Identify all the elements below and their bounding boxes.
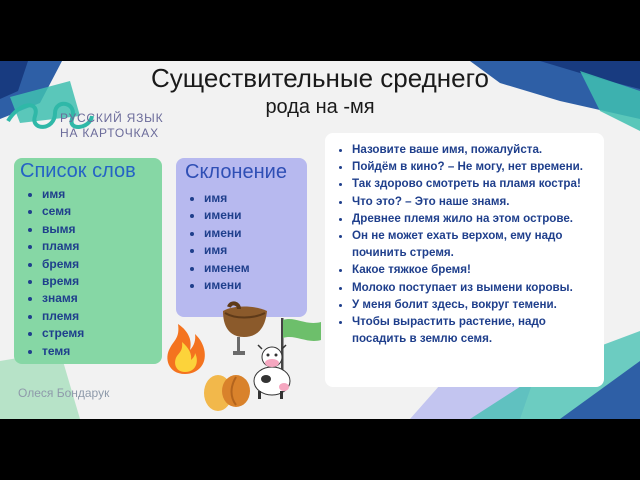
author-credit: Олеся Бондарук: [18, 386, 110, 400]
list-item: • имя: [42, 186, 84, 203]
list-item: • имени: [204, 277, 250, 294]
declension-list: [176, 190, 250, 294]
list-item: • имя: [204, 242, 250, 259]
fire-icon: [162, 316, 208, 376]
sentences-list: [325, 133, 604, 347]
list-item: • время: [42, 273, 84, 290]
list-item: • Какое тяжкое бремя!: [352, 261, 600, 278]
list-item: • семя: [42, 203, 84, 220]
list-item: • У меня болит здесь, вокруг темени.: [352, 296, 600, 313]
word-list-heading: Список слов: [20, 160, 136, 182]
list-item: • темя: [42, 343, 84, 360]
list-item: • Он не может ехать верхом, ему надо починить стремя.: [352, 227, 600, 261]
word-list-card: [14, 158, 162, 364]
list-item: • Так здорово смотреть на пламя костра!: [352, 175, 600, 192]
declension-heading: Склонение: [185, 161, 287, 183]
list-item: • стремя: [42, 325, 84, 342]
list-item: • Молоко поступает из вымени коровы.: [352, 279, 600, 296]
subtitle: [60, 111, 163, 141]
declension-card: [176, 158, 307, 317]
list-item: • племя: [42, 308, 84, 325]
page-title-line1: Существительные среднего: [151, 63, 489, 93]
subtitle-line1: РУССКИЙ ЯЗЫК: [60, 111, 164, 125]
subtitle-line2: НА КАРТОЧКАХ: [60, 126, 159, 140]
list-item: • имени: [204, 225, 250, 242]
list-item: • именем: [204, 260, 250, 277]
list-item: • Древнее племя жило на этом острове.: [352, 210, 600, 227]
list-item: • имени: [204, 207, 250, 224]
cow-icon: [246, 343, 296, 401]
list-item: • Пойдём в кино? – Не могу, нет времени.: [352, 158, 600, 175]
list-item: • бремя: [42, 256, 84, 273]
list-item: • пламя: [42, 238, 84, 255]
page-title-line2: рода на -мя: [265, 96, 375, 118]
list-item: • вымя: [42, 221, 84, 238]
sentences-card: [325, 133, 604, 387]
list-item: • знамя: [42, 290, 84, 307]
list-item: • Чтобы вырастить растение, надо посадить в землю семя.: [352, 313, 600, 347]
list-item: • Что это? – Это наше знамя.: [352, 193, 600, 210]
slide: [0, 61, 640, 419]
word-list: [26, 186, 84, 360]
list-item: • Назовите ваше имя, пожалуйста.: [352, 141, 600, 158]
list-item: • имя: [204, 190, 250, 207]
